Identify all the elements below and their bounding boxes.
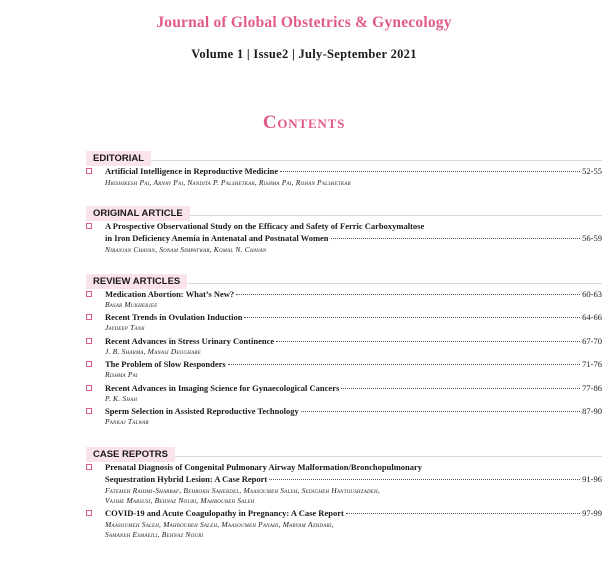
entry-title	[105, 508, 602, 520]
section-label: EDITORIAL	[86, 151, 151, 166]
entry-title-text: Recent Advances in Imaging Science for Gynaecological Cancers	[105, 383, 340, 393]
entry-pages: 71-76	[582, 359, 602, 369]
entry-title-text: COVID-19 and Acute Coagulopathy in Pregnancy: A Case Report	[105, 508, 344, 518]
toc-entry[interactable]	[86, 312, 602, 334]
entry-title-text: Recent Trends in Ovulation Induction	[105, 312, 243, 322]
entry-title-text: Sperm Selection in Assisted Reproductive Technology	[105, 406, 299, 416]
entry-title	[105, 462, 602, 485]
toc-entry[interactable]	[86, 462, 602, 508]
entry-title-line: in Iron Deficiency Anemia in Antenatal and Postnatal Women	[105, 232, 329, 243]
checkbox-icon	[86, 168, 92, 174]
entry-pages: 87-90	[582, 406, 602, 416]
entry-title-line: Sequestration Hybrid Lesion: A Case Report	[105, 473, 268, 484]
toc-entry[interactable]	[86, 508, 602, 544]
entry-authors: Basab Mukherjee	[105, 300, 158, 309]
checkbox-icon	[86, 408, 92, 414]
checkbox-icon	[86, 385, 92, 391]
checkbox-icon	[86, 464, 92, 470]
journal-title: Journal of Global Obstetrics & Gynecology	[156, 14, 452, 31]
entry-title	[105, 221, 602, 244]
toc-entry[interactable]	[86, 336, 602, 358]
section-header-case-reports	[86, 442, 602, 460]
entry-authors: P. K. Shah	[105, 394, 138, 403]
toc-entry[interactable]	[86, 383, 602, 405]
checkbox-icon	[86, 338, 92, 344]
toc-entry[interactable]	[86, 166, 602, 190]
toc-entry[interactable]	[86, 406, 602, 428]
issue-line: Volume 1 | Issue2 | July-September 2021	[191, 47, 417, 61]
entry-pages: 77-86	[582, 383, 602, 393]
entry-authors: Samaneh Esmaeili, Behnaz Nouri	[105, 530, 204, 539]
entry-title-text: The Problem of Slow Responders	[105, 359, 226, 369]
entry-title-line: A Prospective Observational Study on the Efficacy and Safety of Ferric Carboxymaltose	[105, 221, 425, 231]
section-header-editorial	[86, 146, 602, 164]
section-label: CASE REPOTRS	[86, 447, 175, 462]
entry-title	[105, 312, 602, 324]
entry-title	[105, 383, 602, 395]
entry-title-text: Medication Abortion: What’s New?	[105, 289, 235, 299]
entry-authors: Hrishikesh Pai, Arnav Pai, Nandita P. Palshetkar, Rishma Pai, Rohan Palshetkar	[105, 178, 351, 187]
toc-entry[interactable]	[86, 221, 602, 257]
section-header-review-articles	[86, 269, 602, 287]
entry-pages: 91-96	[582, 473, 602, 484]
section-label: REVIEW ARTICLES	[86, 274, 187, 289]
entry-title	[105, 406, 602, 418]
checkbox-icon	[86, 510, 92, 516]
entry-title	[105, 166, 602, 178]
entry-title-line: Prenatal Diagnosis of Congenital Pulmonary Airway Malformation/Bronchopulmonary	[105, 462, 423, 472]
section-label: ORIGINAL ARTICLE	[86, 206, 190, 221]
entry-authors: Vajihe Marsusi, Behnaz Nouri, Mahboubeh Saleh	[105, 496, 255, 505]
entry-authors: Pankaj Talwar	[105, 417, 149, 426]
entry-authors: Rishma Pai	[105, 370, 138, 379]
entry-pages: 67-70	[582, 336, 602, 346]
entry-authors: Jaydeep Tank	[105, 323, 145, 332]
entry-pages: 52-55	[582, 166, 602, 176]
entry-title	[105, 289, 602, 301]
entry-authors: J. B. Sharma, Manasi Deoghare	[105, 347, 201, 356]
entry-pages: 56-59	[582, 232, 602, 243]
entry-pages: 60-63	[582, 289, 602, 299]
entry-title	[105, 359, 602, 371]
checkbox-icon	[86, 314, 92, 320]
section-header-original-article	[86, 201, 602, 219]
entry-title	[105, 336, 602, 348]
checkbox-icon	[86, 291, 92, 297]
toc-entry[interactable]	[86, 359, 602, 381]
checkbox-icon	[86, 361, 92, 367]
entry-pages: 97-99	[582, 508, 602, 518]
checkbox-icon	[86, 223, 92, 229]
entry-authors: Niranjan Chavan, Sonam Simpatwar, Komal N. Chavan	[105, 245, 267, 254]
entry-authors: Fatemeh Rahimi-Sharbaf, Behrokh Sahebdel, Maasoumeh Saleh, Sedigheh Hantoushzadeh,	[105, 486, 380, 495]
toc-entry[interactable]	[86, 289, 602, 311]
entry-title-text: Recent Advances in Stress Urinary Continence	[105, 336, 275, 346]
entry-authors: Maasoumeh Saleh, Mahboubeh Saleh, Maasoumeh Panahi, Maryam Azhdari,	[105, 520, 334, 529]
entry-title-text: Artificial Intelligence in Reproductive Medicine	[105, 166, 279, 176]
entry-pages: 64-66	[582, 312, 602, 322]
contents-heading: Contents	[262, 112, 346, 133]
